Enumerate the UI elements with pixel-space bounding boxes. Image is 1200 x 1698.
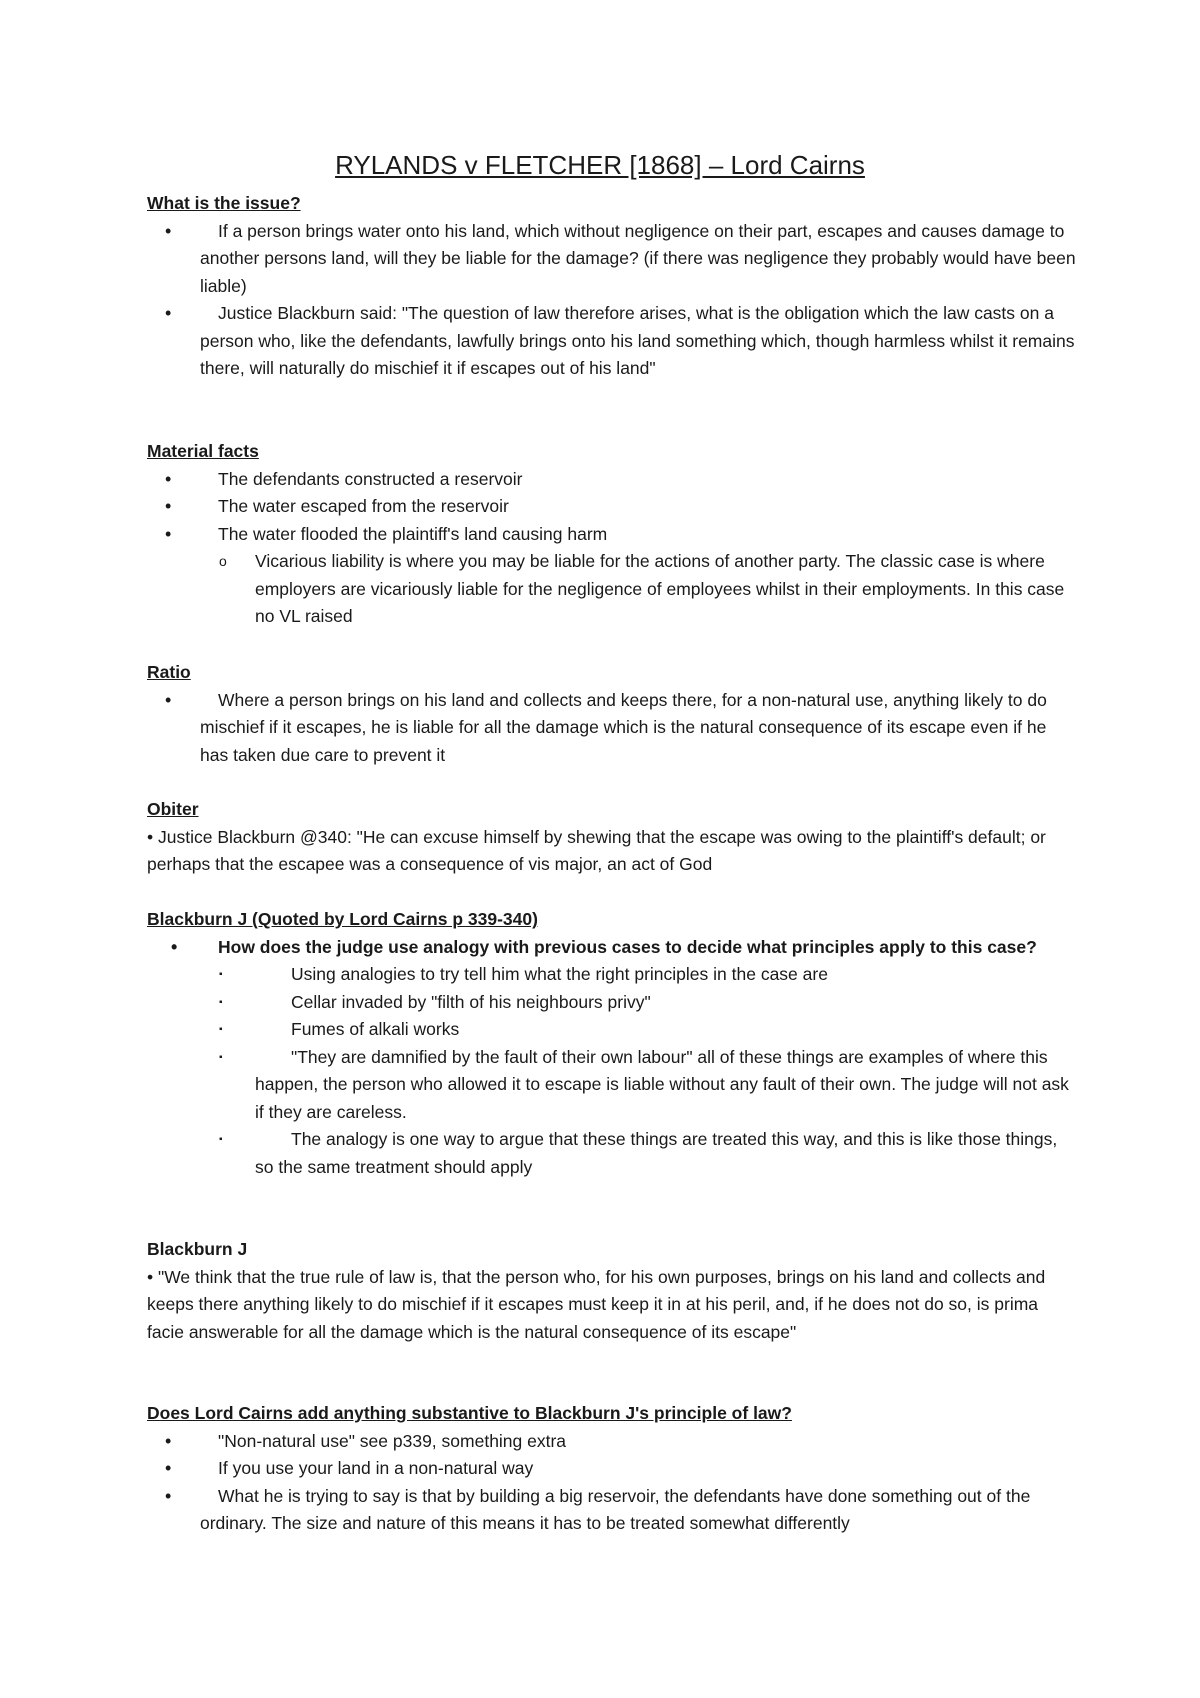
bullet-icon: • <box>165 1485 172 1506</box>
bullet-icon: • <box>165 523 172 544</box>
ratio-section <box>147 659 1077 769</box>
bullet-icon: • <box>165 468 172 489</box>
bullet-icon: • <box>165 303 172 323</box>
bullet-icon: • <box>165 1430 172 1451</box>
facts-heading: Material facts <box>147 441 259 461</box>
cairns-heading: Does Lord Cairns add anything substantive to Blackburn J's principle of law? <box>147 1403 792 1423</box>
analogy-item: ▪ Fumes of alkali works <box>147 1016 1077 1044</box>
blackburn-quote: • "We think that the true rule of law is, that the person who, for his own purposes, brings on his land and collects and keeps there anything likely to do mischief if it escapes must keep it in at his peril, and, if he does not do so, is prima facie answerable for all the damage which is the natural consequence of its escape" <box>147 1266 1046 1342</box>
obiter-text: • Justice Blackburn @340: "He can excuse himself by shewing that the escape was owing to the plaintiff's default; or perhaps that the escapee was a consequence of vis major, an act of God <box>147 826 1046 874</box>
bullet-icon: • <box>165 496 172 516</box>
issue-item: • Justice Blackburn said: "The question of law therefore arises, what is the obligation which the law casts on a person who, like the defendants, lawfully brings onto his land something which, though harmless whilst it remains there, will naturally do mischief it if escapes out of his land" <box>147 300 1077 383</box>
blackburn-quoted-section <box>147 906 1077 1181</box>
blackburn-section <box>147 1236 1077 1346</box>
analogy-item: ▪ The analogy is one way to argue that these things are treated this way, and this is like those things, so the same treatment should apply <box>147 1126 1077 1181</box>
square-bullet-icon: ▪ <box>219 1134 223 1145</box>
fact-item: • The water escaped from the reservoir <box>147 493 1077 521</box>
bullet-icon: • <box>165 220 172 241</box>
facts-section <box>147 438 1077 631</box>
obiter-heading: Obiter <box>147 799 199 819</box>
blackburn-quoted-heading: Blackburn J (Quoted by Lord Cairns p 339-340) <box>147 909 538 929</box>
ratio-heading: Ratio <box>147 662 191 682</box>
cairns-item: • "Non-natural use" see p339, something extra <box>147 1428 1077 1456</box>
issue-section <box>147 190 1077 383</box>
bullet-icon: • <box>165 1458 172 1478</box>
fact-item: • The water flooded the plaintiff's land causing harm <box>147 521 1077 549</box>
analogy-item: ▪ "They are damnified by the fault of their own labour" all of these things are examples of where this happen, the person who allowed it to escape is liable without any fault of their own. The judge will not ask if they are careless. <box>147 1044 1077 1127</box>
cairns-section <box>147 1400 1077 1538</box>
issue-item: • If a person brings water onto his land, which without negligence on their part, escapes and causes damage to another persons land, will they be liable for the damage? (if there was negligence they probably would have been liable) <box>147 218 1077 301</box>
square-bullet-icon: ▪ <box>219 969 223 980</box>
square-bullet-icon: ▪ <box>219 1024 223 1035</box>
bullet-icon: • <box>165 689 172 710</box>
bullet-icon: • <box>171 936 178 957</box>
blackburn-heading: Blackburn J <box>147 1239 248 1259</box>
cairns-item: • What he is trying to say is that by building a big reservoir, the defendants have done something out of the ordinary. The size and nature of this means it has to be treated somewhat differently <box>147 1483 1077 1538</box>
analogy-item: ▪ Cellar invaded by "filth of his neighbours privy" <box>147 989 1077 1017</box>
analogy-item: ▪ Using analogies to try tell him what the right principles in the case are <box>147 961 1077 989</box>
page-title: RYLANDS v FLETCHER [1868] – Lord Cairns <box>335 150 865 180</box>
square-bullet-icon: ▪ <box>219 996 223 1008</box>
ratio-item: • Where a person brings on his land and collects and keeps there, for a non-natural use, anything likely to do mischief if it escapes, he is liable for all the damage which is the natural consequence of its escape even if he has taken due care to prevent it <box>147 687 1077 770</box>
square-bullet-icon: ▪ <box>219 1051 223 1063</box>
circle-bullet-icon: o <box>219 553 227 569</box>
blackburn-question: • How does the judge use analogy with previous cases to decide what principles apply to this case? <box>147 934 1077 962</box>
issue-heading: What is the issue? <box>147 193 301 213</box>
fact-sub-item: o Vicarious liability is where you may be liable for the actions of another party. The classic case is where employers are vicariously liable for the negligence of employees whilst in their employments. In this case no VL raised <box>147 548 1077 631</box>
cairns-item: • If you use your land in a non-natural way <box>147 1455 1077 1483</box>
obiter-section <box>147 796 1077 879</box>
fact-item: • The defendants constructed a reservoir <box>147 466 1077 494</box>
